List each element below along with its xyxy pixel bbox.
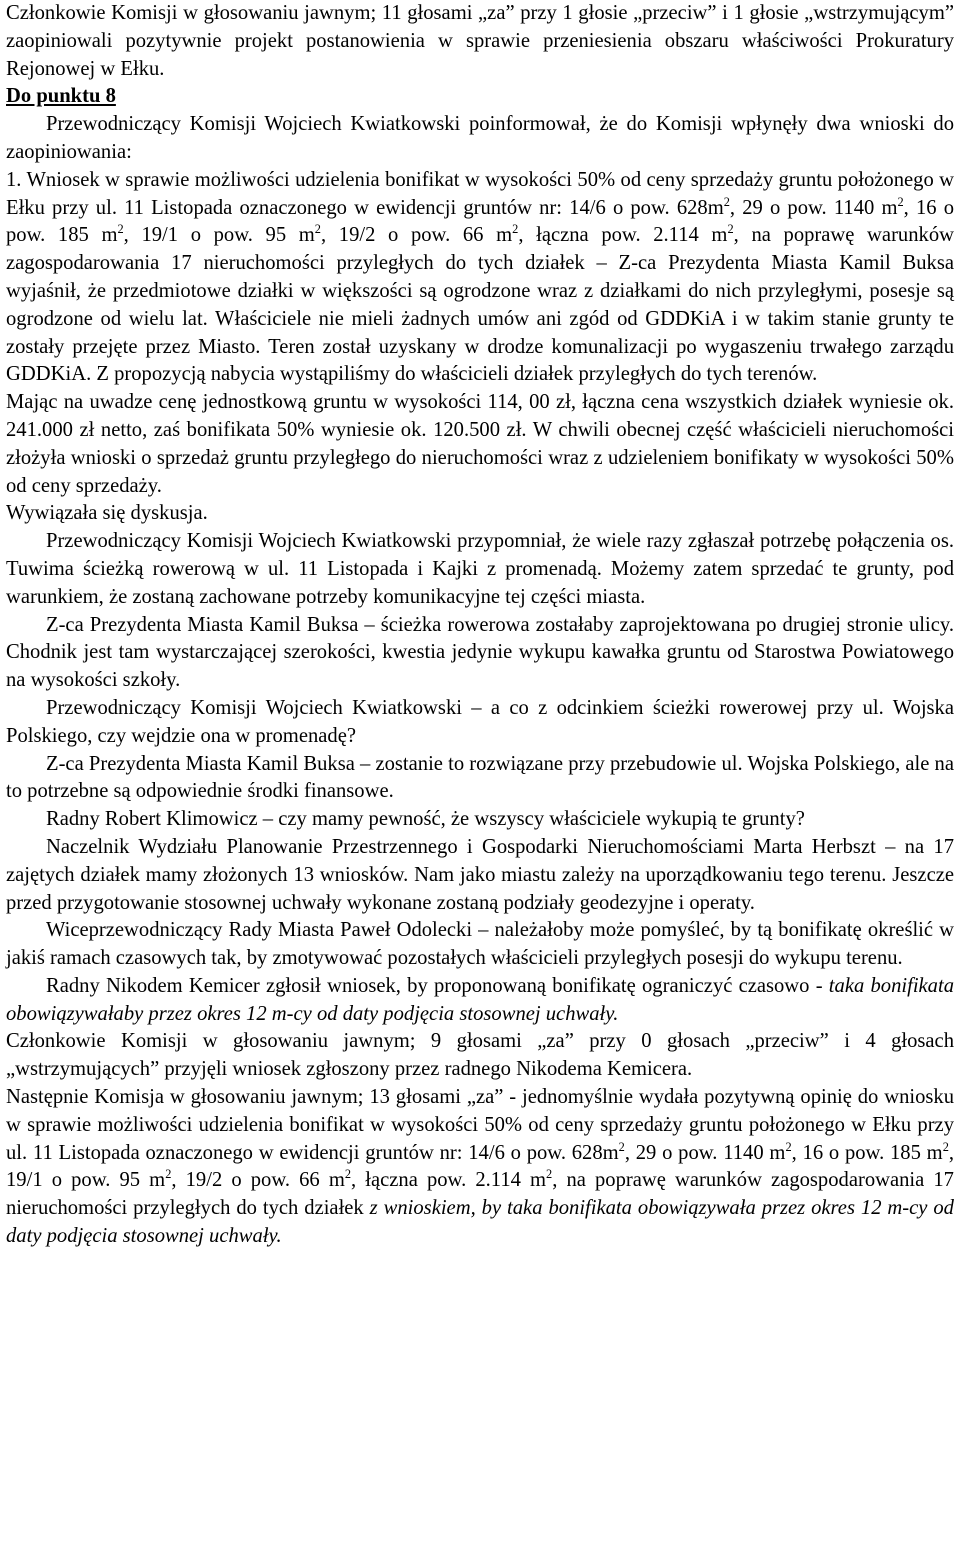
paragraph bbox=[6, 806, 954, 834]
text-run: , 19/1 o pow. 95 m bbox=[123, 224, 315, 247]
text-run: Naczelnik Wydziału Planowanie Przestrzennego i Gospodarki Nieruchomościami Marta Herbszt – na 17 zajętych działek mamy złożonych 13 wniosków. Nam jako miastu zależy na uporządkowaniu tego terenu. Jeszcze przed przygotowanie stosownej uchwały wykonane zostaną podziały geodezyjne i operaty. bbox=[6, 835, 954, 914]
paragraph bbox=[6, 528, 954, 611]
text-run: Radny Nikodem Kemicer zgłosił wniosek, by proponowaną bonifikatę ograniczyć czasowo - bbox=[46, 974, 829, 997]
paragraph bbox=[6, 612, 954, 695]
text-run: , na poprawę warunków zagospodarowania 17 nieruchomości przyległych do tych działek bbox=[6, 1169, 954, 1220]
text-run: Do punktu 8 bbox=[6, 85, 116, 108]
text-run: , na poprawę warunków zagospodarowania 17 nieruchomości przyległych do tych działek – Z-ca Prezydenta Miasta Kamil Buksa wyjaśnił, że przedmiotowe działki w większości są ogrodzone wraz z działkami do nich przyległymi, posesje są ogrodzone od wielu lat. Właściciele nie mieli żadnych umów ani zgód od GDDKiA i w takim stanie grunty te zostały przejęte przez Miasto. Teren został uzyskany w drodze komunalizacji po wygaszeniu trwałego zarządu GDDKiA. Z propozycją nabycia wystąpiliśmy do właścicieli działek przyległych do tych terenów. bbox=[6, 224, 954, 386]
superscript: 2 bbox=[618, 1139, 625, 1154]
italic-text: taka bonifikata obowiązywałaby przez okres 12 m-cy od daty podjęcia stosownej uchwały. bbox=[6, 974, 954, 1025]
text-run: Przewodniczący Komisji Wojciech Kwiatkowski poinformował, że do Komisji wpłynęły dwa wnioski do zaopiniowania: bbox=[6, 113, 954, 163]
superscript: 2 bbox=[785, 1139, 792, 1154]
text-run: Przewodniczący Komisji Wojciech Kwiatkowski – a co z odcinkiem ścieżki rowerowej przy ul. Wojska Polskiego, czy wejdzie ona w promenadę? bbox=[6, 696, 954, 747]
text-run: Członkowie Komisji w głosowaniu jawnym; 11 głosami „za” przy 1 głosie „przeciw” i 1 głosie „wstrzymującym” zaopiniowali pozytywnie projekt postanowienia w sprawie przeniesienia obszaru właściwości Prokuratury Rejonowej w Ełku. bbox=[6, 2, 954, 80]
superscript: 2 bbox=[723, 194, 730, 209]
text-run: , 29 o pow. 1140 m bbox=[729, 196, 898, 219]
superscript: 2 bbox=[314, 222, 321, 237]
paragraph bbox=[6, 751, 954, 807]
superscript: 2 bbox=[344, 1167, 352, 1182]
paragraph bbox=[6, 695, 954, 751]
paragraph bbox=[6, 1028, 954, 1084]
paragraph bbox=[6, 834, 954, 917]
text-run: , łączna pow. 2.114 m bbox=[351, 1169, 547, 1192]
text-run: Następnie Komisja w głosowaniu jawnym; 13 głosami „za” - jednomyślnie wydała pozytywną opinię do wniosku w sprawie możliwości udzielenia bonifikat w wysokości 50% od ceny sprzedaży gruntu położonego w Ełku przy ul. 11 Listopada oznaczonego w ewidencji gruntów nr: 14/6 o pow. 628m bbox=[6, 1086, 954, 1164]
paragraph bbox=[6, 167, 954, 389]
paragraph bbox=[6, 389, 954, 500]
superscript: 2 bbox=[512, 222, 519, 237]
paragraph bbox=[6, 1084, 954, 1251]
text-run: Członkowie Komisji w głosowaniu jawnym; 9 głosami „za” przy 0 głosach „przeciw” i 4 głosach „wstrzymujących” przyjęli wniosek zgłoszony przez radnego Nikodema Kemicera. bbox=[6, 1030, 954, 1081]
text-run: Radny Robert Klimowicz – czy mamy pewność, że wszyscy właściciele wykupią te grunty? bbox=[46, 808, 805, 831]
text-run: Z-ca Prezydenta Miasta Kamil Buksa – ścieżka rowerowa zostałaby zaprojektowana po drugiej stronie ulicy. Chodnik jest tam wystarczającej szerokości, kwestia jedynie wykupu kawałka gruntu od Starostwa Powiatowego na wysokości szkoły. bbox=[6, 613, 954, 692]
paragraph bbox=[6, 973, 954, 1029]
text-run: , 19/2 o pow. 66 m bbox=[171, 1169, 345, 1192]
document-body bbox=[6, 0, 954, 1251]
text-run: Wiceprzewodniczący Rady Miasta Paweł Odolecki – należałoby może pomyśleć, by tą bonifikatę określić w jakiś ramach czasowych tak, by zmotywować pozostałych właścicieli przyległych posesji do wykupu terenu. bbox=[6, 919, 954, 970]
text-run: Wywiązała się dyskusja. bbox=[6, 502, 208, 525]
superscript: 2 bbox=[546, 1167, 553, 1182]
superscript: 2 bbox=[942, 1139, 949, 1154]
text-run: , 29 o pow. 1140 m bbox=[624, 1141, 786, 1164]
text-run: Przewodniczący Komisji Wojciech Kwiatkowski przypomniał, że wiele razy zgłaszał potrzebę połączenia os. Tuwima ścieżką rowerową w ul. 11 Listopada i Kajki z promenadą. Możemy zatem sprzedać te grunty, pod warunkiem, że zostaną zachowane potrzeby komunikacyjne tej części miasta. bbox=[6, 530, 954, 608]
superscript: 2 bbox=[727, 222, 734, 237]
italic-text: z wnioskiem, by taka bonifikata obowiązywała przez okres 12 m-cy od daty podjęcia stosownej uchwały. bbox=[6, 1197, 954, 1248]
paragraph bbox=[6, 917, 954, 973]
text-run: Z-ca Prezydenta Miasta Kamil Buksa – zostanie to rozwiązane przy przebudowie ul. Wojska Polskiego, ale na to potrzebne są odpowiednie środki finansowe. bbox=[6, 752, 954, 803]
superscript: 2 bbox=[165, 1167, 172, 1182]
paragraph bbox=[6, 500, 954, 528]
text-run: , 19/1 o pow. 95 m bbox=[6, 1141, 955, 1192]
text-run: 1. Wniosek w sprawie możliwości udzielenia bonifikat w wysokości 50% od ceny sprzedaży gruntu położonego w Ełku przy ul. 11 Listopada oznaczonego w ewidencji gruntów nr: 14/6 o pow. 628m bbox=[6, 168, 954, 219]
text-run: , 19/2 o pow. 66 m bbox=[320, 224, 513, 247]
paragraph bbox=[6, 111, 954, 167]
text-run: , 16 o pow. 185 m bbox=[6, 196, 955, 247]
text-run: , łączna pow. 2.114 m bbox=[518, 224, 728, 247]
paragraph bbox=[6, 0, 954, 83]
text-run: , 16 o pow. 185 m bbox=[791, 1141, 943, 1164]
superscript: 2 bbox=[117, 222, 124, 237]
superscript: 2 bbox=[897, 194, 904, 209]
text-run: Mając na uwadze cenę jednostkową gruntu w wysokości 114, 00 zł, łączna cena wszystkich działek wyniesie ok. 241.000 zł netto, zaś bonifikata 50% wyniesie ok. 120.500 zł. W chwili obecnej część właścicieli nieruchomości złożyła wnioski o sprzedaż gruntu przyległego do nieruchomości wraz z udzieleniem bonifikaty w wysokości 50% od ceny sprzedaży. bbox=[6, 391, 954, 497]
section-heading bbox=[6, 83, 954, 111]
